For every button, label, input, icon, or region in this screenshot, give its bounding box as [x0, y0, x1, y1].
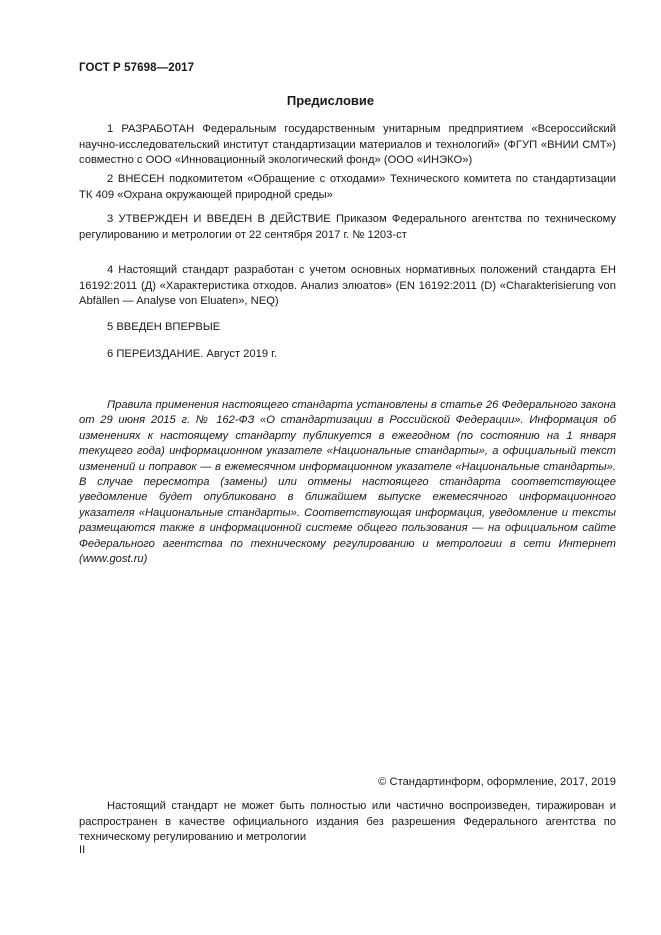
paragraph-based-on: 4 Настоящий стандарт разработан с учетом основных нормативных положений стандарта ЕН 16192:2011 (Д) «Характеристика отходов. Анализ элюатов» (EN 16192:2011 (D) «Charakterisierung von Abfällen — Analyse von Eluaten», NEQ): [79, 264, 616, 308]
paragraph-approved: 3 УТВЕРЖДЕН И ВВЕДЕН В ДЕЙСТВИЕ Приказом Федерального агентства по техническому регулированию и метрологии от 22 сентября 2017 г. № 1203-ст: [79, 213, 616, 241]
paragraph-introduced-by: 2 ВНЕСЕН подкомитетом «Обращение с отходами» Технического комитета по стандартизации ТК 409 «Охрана окружающей природной среды»: [79, 173, 616, 201]
standard-code-header: ГОСТ Р 57698—2017: [79, 62, 195, 74]
section-title: Предисловие: [286, 93, 375, 108]
paragraph-reissue: 6 ПЕРЕИЗДАНИЕ. Август 2019 г.: [107, 348, 277, 360]
paragraph-developed-by: 1 РАЗРАБОТАН Федеральным государственным унитарным предприятием «Всероссийский научно-исследовательский институт стандартизации материалов и технологий» (ФГУП «ВНИИ СМТ») совместно с ООО «Инновационный экологический фонд» (ООО «ИНЭКО»): [79, 123, 616, 167]
reproduction-disclaimer: Настоящий стандарт не может быть полностью или частично воспроизведен, тиражирован и распространен в качестве официального издания без разрешения Федерального агентства по техническому регулированию и метрологии: [79, 800, 616, 844]
copyright-line: © Стандартинформ, оформление, 2017, 2019: [378, 776, 616, 788]
paragraph-first-introduced: 5 ВВЕДЕН ВПЕРВЫЕ: [107, 321, 221, 333]
application-rules-notice: Правила применения настоящего стандарта установлены в статье 26 Федерального закона от 29 июня 2015 г. № 162-ФЗ «О стандартизации в Российской Федерации». Информация об изменениях к настоящему стандарту публикуется в ежегодном (по состоянию на 1 января текущего года) информационном указателе «Национальные стандарты», а официальный текст изменений и поправок — в ежемесячном информационном указателе «Национальные стандарты». В случае пересмотра (замены) или отмены настоящего стандарта соответствующее уведомление будет опубликовано в ближайшем выпуске ежемесячного информационного указателя «Национальные стандарты». Соответствующая информация, уведомление и тексты размещаются также в информационной системе общего пользования — на официальном сайте Федерального агентства по техническому регулированию и метрологии в сети Интернет (www.gost.ru): [79, 399, 616, 566]
page-number: II: [79, 844, 86, 856]
